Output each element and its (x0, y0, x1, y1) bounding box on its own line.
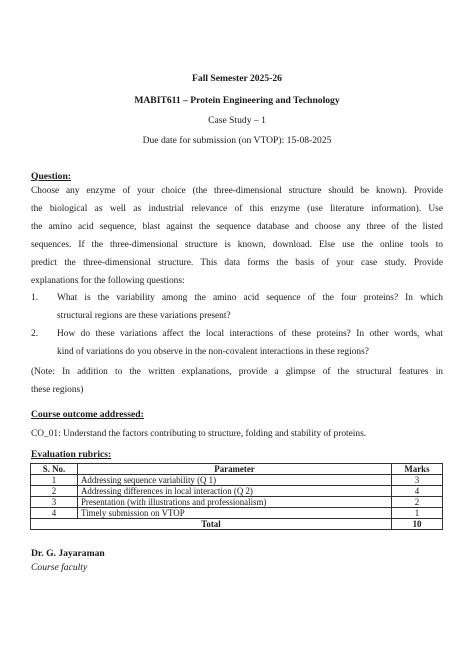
list-number: 1. (31, 293, 39, 303)
cell-marks: 3 (392, 475, 443, 486)
faculty-role: Course faculty (31, 562, 88, 573)
question-line: the biological as well as industrial relevance of this enzyme (use literature information). Use (31, 204, 443, 214)
table-row (31, 508, 443, 519)
rubrics-table (30, 463, 443, 530)
outcome-heading: Course outcome addressed: (31, 409, 144, 420)
list-item-line: How do these variations affect the local interactions of these proteins? In other words, what (57, 329, 443, 339)
list-item-line: structural regions are these variations present? (57, 311, 231, 321)
column-header: Marks (392, 464, 443, 475)
cell-sno: 4 (31, 508, 78, 519)
due-date: Due date for submission (on VTOP): 15-08-2025 (142, 135, 332, 146)
list-item-line: What is the variability among the amino acid sequence of the four proteins? In which (57, 293, 443, 303)
rubrics-heading: Evaluation rubrics: (31, 449, 112, 460)
table-row (31, 497, 443, 508)
cell-parameter: Presentation (with illustrations and professionalism) (78, 497, 392, 508)
cell-sno: 2 (31, 486, 78, 497)
table-row (31, 486, 443, 497)
question-line: the amino acid sequence, blast against the sequence database and choose any three of the listed (31, 222, 443, 232)
column-header: Parameter (78, 464, 392, 475)
outcome-text: CO_01: Understand the factors contributing to structure, folding and stability of proteins. (31, 429, 367, 439)
question-line: sequences. If the three-dimensional structure is known, download. Else use the online tools to (31, 240, 443, 250)
case-study-label: Case Study – 1 (208, 115, 266, 126)
question-line: Choose any enzyme of your choice (the three-dimensional structure should be known). Provide (31, 186, 443, 196)
list-item-line: kind of variations do you observe in the non-covalent interactions in these regions? (57, 347, 369, 357)
cell-sno: 3 (31, 497, 78, 508)
question-line: predict the three-dimensional structure. This data forms the basis of your case study. Provide (31, 258, 443, 268)
cell-marks: 1 (392, 508, 443, 519)
table-header-row (31, 464, 443, 475)
note-line: (Note: In addition to the written explanations, provide a glimpse of the structural features in (31, 367, 443, 377)
question-line: explanations for the following questions: (31, 276, 185, 286)
cell-marks: 4 (392, 486, 443, 497)
faculty-name: Dr. G. Jayaraman (31, 548, 105, 559)
column-header: S. No. (31, 464, 78, 475)
total-value: 10 (392, 519, 443, 530)
table-row (31, 475, 443, 486)
total-label: Total (31, 519, 392, 530)
course-title: MABIT611 – Protein Engineering and Technology (134, 95, 340, 106)
table-total-row (31, 519, 443, 530)
question-heading: Question: (31, 171, 71, 182)
cell-parameter: Addressing differences in local interaction (Q 2) (78, 486, 392, 497)
cell-sno: 1 (31, 475, 78, 486)
note-line: these regions) (31, 385, 84, 395)
cell-marks: 2 (392, 497, 443, 508)
list-number: 2. (31, 329, 39, 339)
semester-title: Fall Semester 2025-26 (192, 73, 282, 84)
cell-parameter: Timely submission on VTOP (78, 508, 392, 519)
cell-parameter: Addressing sequence variability (Q 1) (78, 475, 392, 486)
